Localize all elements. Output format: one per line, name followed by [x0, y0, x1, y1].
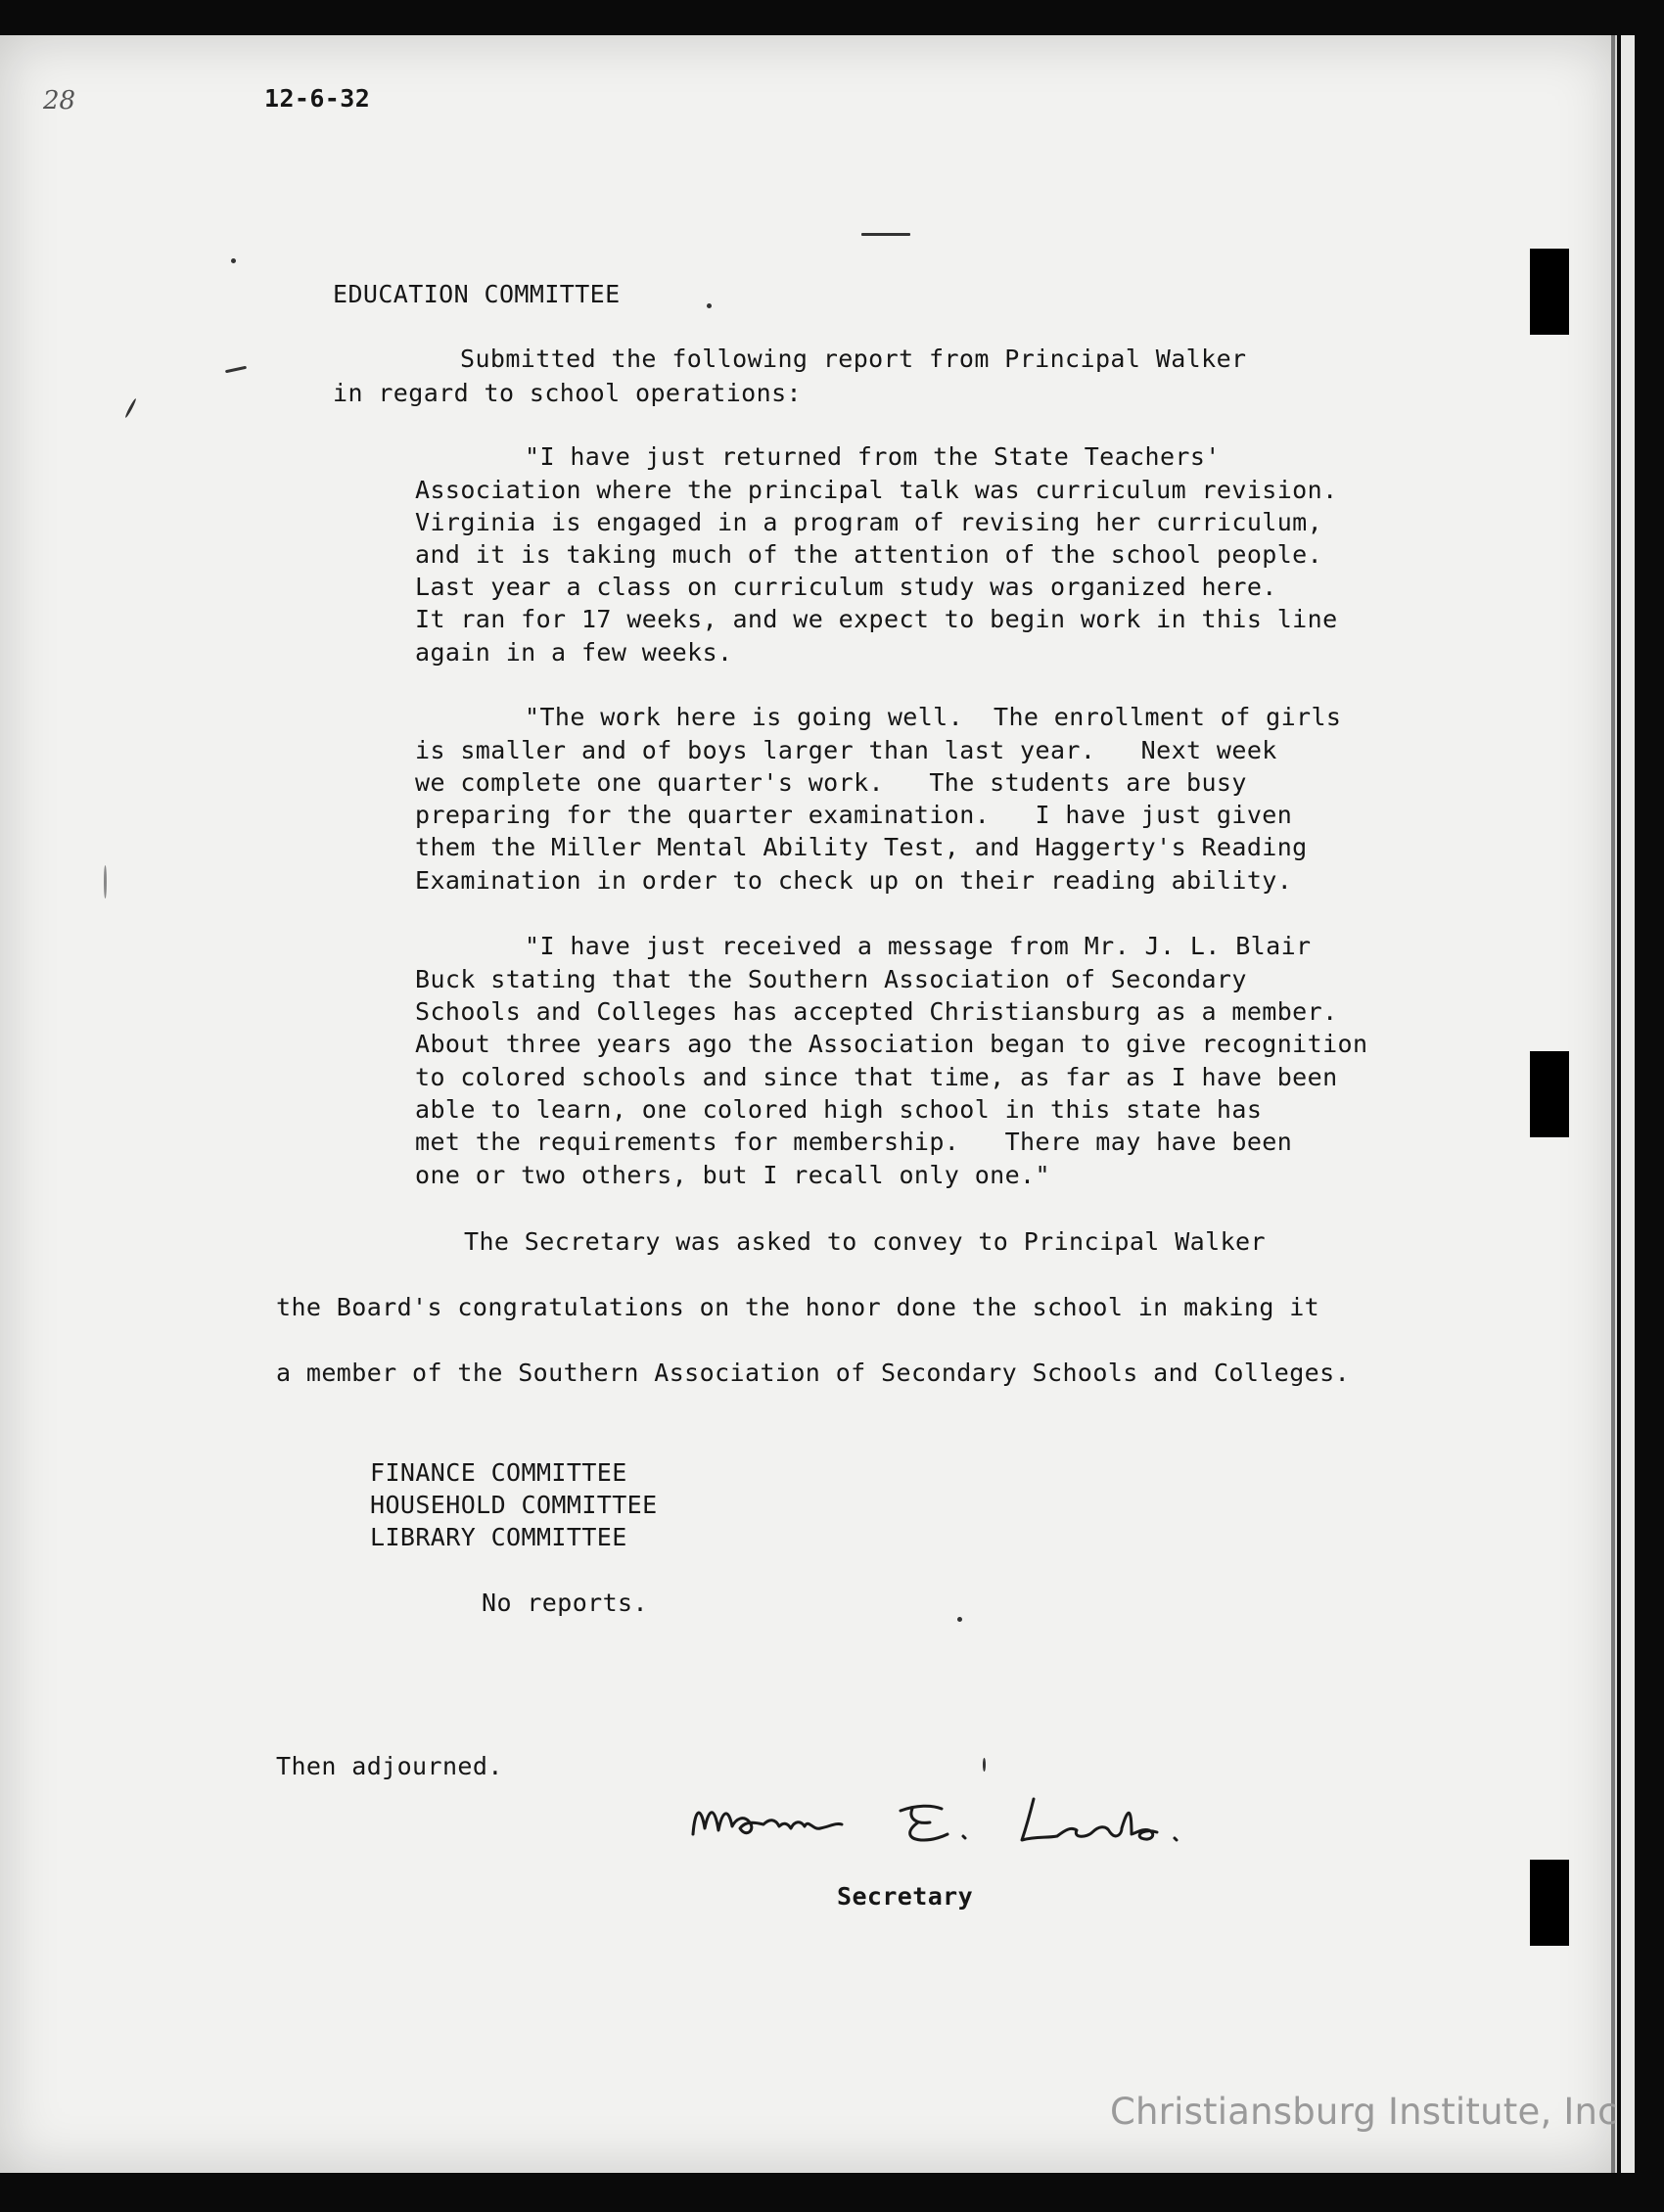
- quote-line: able to learn, one colored high school in this state has: [415, 1095, 1263, 1124]
- quote-line: Association where the principal talk was curriculum revision.: [415, 476, 1338, 504]
- signature-graphic: [685, 1779, 1263, 1867]
- handwritten-signature: [685, 1779, 1263, 1871]
- resolution-line: the Board's congratulations on the honor done the school in making it: [276, 1293, 1320, 1321]
- registration-mark-middle: [1530, 1051, 1569, 1137]
- quote-line: and it is taking much of the attention of the school people.: [415, 540, 1323, 569]
- document-date: 12-6-32: [264, 84, 371, 113]
- quote-line: Examination in order to check up on their reading ability.: [415, 866, 1293, 895]
- ink-speck: [104, 865, 107, 899]
- ink-speck: [231, 258, 236, 263]
- adjacent-page-strip: [1621, 35, 1635, 2173]
- registration-mark-top: [1530, 249, 1569, 335]
- quote-line: Schools and Colleges has accepted Christiansburg as a member.: [415, 997, 1338, 1026]
- quote-line: again in a few weeks.: [415, 638, 733, 667]
- section-heading-education: EDUCATION COMMITTEE: [333, 280, 621, 308]
- resolution-line: a member of the Southern Association of Secondary Schools and Colleges.: [276, 1359, 1351, 1387]
- quote-line: we complete one quarter's work. The students are busy: [415, 768, 1247, 797]
- quote-line: is smaller and of boys larger than last year. Next week: [415, 736, 1277, 764]
- committee-status: No reports.: [482, 1589, 648, 1617]
- quote-line: Buck stating that the Southern Association of Secondary: [415, 965, 1247, 993]
- quote-line: them the Miller Mental Ability Test, and Haggerty's Reading: [415, 833, 1308, 861]
- committee-name: FINANCE COMMITTEE: [370, 1458, 627, 1487]
- quote-line: met the requirements for membership. There may have been: [415, 1128, 1293, 1156]
- ink-speck: [957, 1617, 962, 1622]
- quote-line: to colored schools and since that time, as far as I have been: [415, 1063, 1338, 1091]
- quote-line: It ran for 17 weeks, and we expect to begin work in this line: [415, 605, 1338, 633]
- ink-speck: [983, 1758, 986, 1772]
- archive-watermark: Christiansburg Institute, Inc: [1110, 2091, 1618, 2133]
- resolution-line: The Secretary was asked to convey to Principal Walker: [464, 1227, 1266, 1256]
- quote-line: Virginia is engaged in a program of revising her curriculum,: [415, 508, 1323, 536]
- ink-speck: [707, 303, 712, 308]
- ink-speck: [861, 233, 910, 236]
- intro-line: Submitted the following report from Principal Walker: [460, 345, 1247, 373]
- quote-line: About three years ago the Association began to give recognition: [415, 1030, 1368, 1058]
- intro-line: in regard to school operations:: [333, 379, 802, 407]
- quote-line: "I have just received a message from Mr. J. L. Blair: [525, 932, 1312, 960]
- page-number-pencil: 28: [43, 86, 76, 115]
- quote-line: Last year a class on curriculum study was organized here.: [415, 573, 1277, 601]
- registration-mark-bottom: [1530, 1860, 1569, 1946]
- signature-title: Secretary: [837, 1882, 974, 1911]
- quote-line: preparing for the quarter examination. I have just given: [415, 801, 1293, 829]
- quote-line: one or two others, but I recall only one.": [415, 1161, 1050, 1189]
- quote-line: "The work here is going well. The enrollment of girls: [525, 703, 1342, 731]
- quote-line: "I have just returned from the State Teachers': [525, 442, 1221, 471]
- page-edge: [1611, 35, 1615, 2173]
- adjourned-text: Then adjourned.: [276, 1752, 503, 1780]
- committee-name: LIBRARY COMMITTEE: [370, 1523, 627, 1551]
- committee-name: HOUSEHOLD COMMITTEE: [370, 1491, 658, 1519]
